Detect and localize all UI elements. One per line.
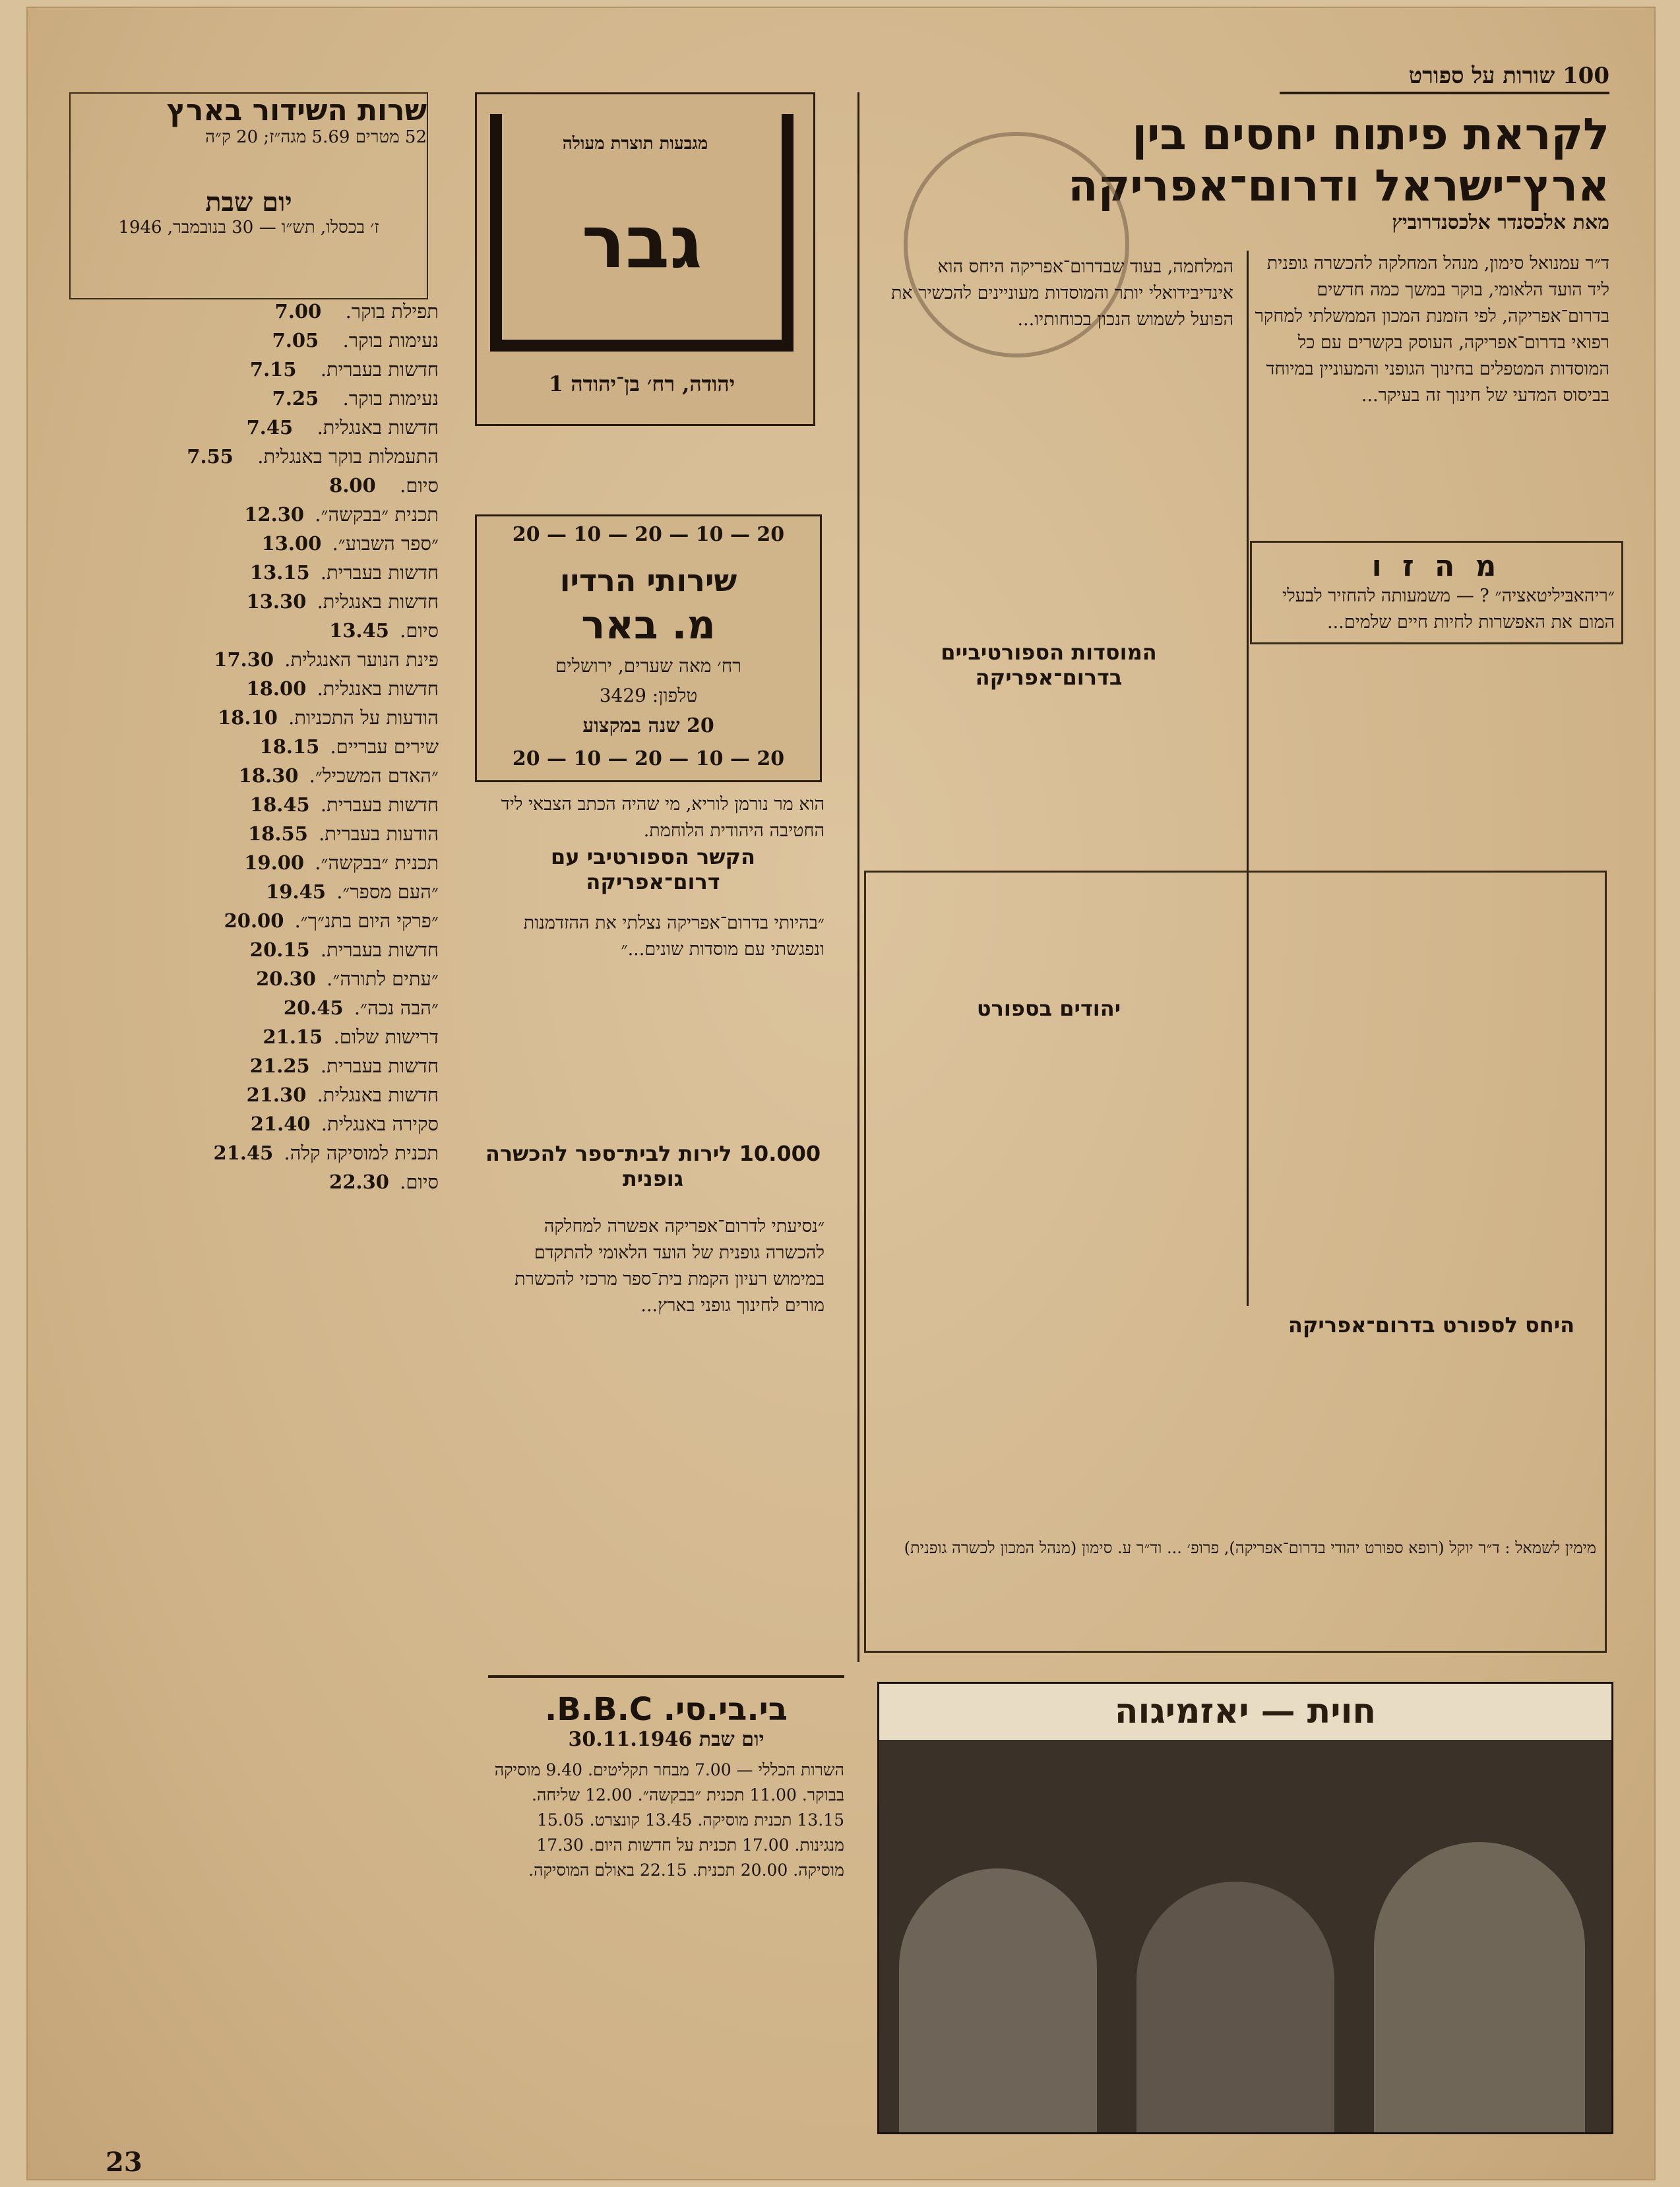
schedule-row — [69, 529, 439, 558]
schedule-row — [69, 819, 439, 848]
schedule-row — [69, 906, 439, 935]
schedule-row — [69, 1080, 439, 1109]
schedule-item: תכנית למוסיקה קלה. — [284, 1142, 439, 1164]
schedule-time: 22.30 — [329, 1171, 389, 1193]
schedule-item: סקירה באנגלית. — [321, 1113, 439, 1135]
schedule-time: 7.15 — [249, 358, 297, 381]
schedule-item: תפילת בוקר. — [345, 300, 439, 323]
schedule-time: 13.45 — [329, 619, 389, 642]
subhead-sport-institutions: המוסדות הספורטיביים בדרום־אפריקה — [941, 640, 1157, 690]
center-intro-text: הוא מר נורמן לוריא, מי שהיה הכתב הצבאי ליד החטיבה היהודית הלוחמת. — [501, 794, 824, 841]
bbc-title: בי.בי.סי. B.B.C. — [544, 1691, 788, 1728]
ad-radio-name: מ. באר — [581, 602, 716, 648]
schedule-row — [69, 1022, 439, 1051]
schedule-item: חדשות באנגלית. — [317, 590, 439, 613]
hat-advertisement — [475, 92, 815, 426]
person-figure — [1136, 1882, 1334, 2132]
schedule-time: 17.30 — [214, 648, 274, 671]
schedule-row — [69, 326, 439, 355]
schedule-row — [69, 935, 439, 964]
definition-box — [1250, 541, 1623, 644]
bbc-schedule-text: השרות הכללי — 7.00 מבחר תקליטים. 9.40 מוסיקה בבוקר. 11.00 תכנית ״בבקשה״. 12.00 שליחה. 13.15 תכנית מוסיקה. 13.45 קונצרט. 15.05 מנגינות. 17.00 תכנית על חדשות היום. 17.30 מוסיקה. 20.00 תכנית. 22.15 באולם המוסיקה. — [494, 1760, 844, 1880]
bbc-day: יום שבת 30.11.1946 — [568, 1728, 764, 1751]
ad-radio-title: שירותי הרדיו — [559, 563, 737, 598]
bbc-listing — [488, 1675, 844, 2153]
schedule-item: הודעות בעברית. — [319, 822, 439, 845]
schedule-item: תכנית ״בבקשה״. — [315, 503, 439, 526]
schedule-row — [69, 1167, 439, 1196]
schedule-item: חדשות בעברית. — [320, 1055, 439, 1077]
schedule-item: ״ספר השבוע״. — [332, 532, 439, 555]
ad-border-numbers: 20 — 10 — 20 — 10 — 20 — [512, 523, 785, 546]
schedule-row — [69, 355, 439, 384]
schedule-time: 13.15 — [249, 561, 310, 584]
ad-brand-name: גבר — [581, 200, 702, 284]
schedule-item: ״העם מספר״. — [336, 880, 439, 903]
ad-tagline: מגבעות תוצרת מעולה — [562, 134, 708, 154]
schedule-item: חדשות בעברית. — [320, 939, 439, 961]
group-photo — [877, 1682, 1613, 2134]
schedule-item: שירים עבריים. — [330, 735, 439, 758]
subhead-sport-attitude: היחס לספורט בדרום־אפריקה — [1288, 1312, 1575, 1338]
person-figure — [1374, 1842, 1585, 2132]
radio-date: ז׳ בכסלו, תש״ו — 30 בנובמבר, 1946 — [118, 218, 379, 237]
schedule-time: 8.00 — [329, 474, 376, 497]
schedule-time: 21.45 — [213, 1142, 274, 1164]
photo-caption: מימין לשמאל : ד״ר יוקל (רופא ספורט יהודי בדרום־אפריקה), פרופ׳ ... וד״ר ע. סימון (מנהל המכון לכשרה גופנית) — [904, 1539, 1596, 1557]
ad-radio-tag: 20 שנה במקצוע — [582, 714, 714, 737]
schedule-time: 20.00 — [224, 909, 284, 932]
schedule-time: 21.30 — [246, 1084, 307, 1106]
article-column-right: ד״ר עמנואל סימון, מנהל המחלקה להכשרה גופנית ליד הועד הלאומי, בוקר במשך כמה חדשים בדרום־אפריקה, לפי הזמנת המכון הממשלתי למחקר רפואי בדרום־אפריקה, העוסק בקשרים עם כל המוסדות המטפלים בחינוך הגופני והמעוניין במיוחד בביסוס המדעי של חינוך זה בעיקר... — [1255, 253, 1609, 406]
ad-border-numbers-bottom: 20 — 10 — 20 — 10 — 20 — [512, 747, 785, 770]
schedule-row — [69, 1138, 439, 1167]
schedule-time: 21.25 — [249, 1055, 310, 1077]
schedule-item: סיום. — [400, 619, 439, 642]
schedule-time: 21.15 — [263, 1026, 323, 1048]
schedule-time: 18.55 — [248, 822, 308, 845]
schedule-item: ״האדם המשכיל״. — [309, 764, 439, 787]
schedule-row — [69, 616, 439, 645]
schedule-row — [69, 877, 439, 906]
schedule-time: 12.30 — [244, 503, 305, 526]
schedule-row — [69, 587, 439, 616]
schedule-row — [69, 384, 439, 413]
ad-address: יהודה, רח׳ בן־יהודה 1 — [548, 371, 735, 396]
schedule-item: סיום. — [400, 1171, 439, 1193]
center-text-3: ״נסיעתי לדרום־אפריקה אפשרה למחלקה להכשרה גופנית של הועד הלאומי להתקדם במימוש רעיון הקמת בית־ספר מרכזי להכשרת מורים לחינוך גופני בארץ... — [514, 1216, 824, 1316]
column-header: 100 שורות על ספורט — [1280, 63, 1609, 94]
schedule-row — [69, 703, 439, 732]
schedule-item: נעימות בוקר. — [342, 387, 439, 410]
schedule-item: חדשות באנגלית. — [317, 416, 439, 439]
schedule-row — [69, 442, 439, 471]
schedule-item: חדשות בעברית. — [320, 793, 439, 816]
photo-banner — [879, 1684, 1611, 1740]
schedule-time: 21.40 — [250, 1113, 311, 1135]
schedule-row — [69, 674, 439, 703]
schedule-item: ״פרקי היום בתנ״ך״. — [294, 909, 439, 932]
schedule-time: 20.45 — [283, 997, 344, 1019]
column-rule — [857, 92, 859, 1662]
schedule-time: 13.30 — [246, 590, 307, 613]
schedule-row — [69, 471, 439, 500]
schedule-row — [69, 1109, 439, 1138]
schedule-item: דרישות שלום. — [333, 1026, 439, 1048]
schedule-time: 18.30 — [238, 764, 299, 787]
headline-line-2: ארץ־ישראל ודרום־אפריקה — [1068, 160, 1609, 211]
schedule-row — [69, 413, 439, 442]
schedule-item: תכנית ״בבקשה״. — [315, 851, 439, 874]
center-text-2: ״בהיותי בדרום־אפריקה נצלתי את ההזדמנות ונפגשתי עם מוסדות שונים...״ — [523, 913, 824, 960]
article-column-mid: המלחמה, בעוד שבדרום־אפריקה היחס הוא אינדיבידואלי יותר והמוסדות מעוניינים להכשיר את הפועל לשמוש הנכון בכוחותיו... — [890, 257, 1233, 330]
schedule-item: התעמלות בוקר באנגלית. — [257, 445, 439, 468]
headline-line-1: לקראת פיתוח יחסים בין — [1132, 109, 1609, 160]
schedule-row — [69, 964, 439, 993]
schedule-time: 20.15 — [249, 939, 310, 961]
radio-day: יום שבת — [205, 187, 292, 218]
article-frame — [864, 871, 1607, 1653]
schedule-row — [69, 645, 439, 674]
person-figure — [899, 1868, 1097, 2132]
definition-text: ״ריהאבּיליטאציה״ ? — משמעותה להחזיר לבעלי המום את האפשרות לחיות חיים שלמים... — [1282, 586, 1615, 632]
radio-listings-header — [69, 92, 428, 299]
subhead-sport-connection: הקשר הספורטיבי עם דרום־אפריקה — [550, 844, 756, 894]
schedule-row — [69, 993, 439, 1022]
schedule-time: 7.55 — [187, 445, 233, 468]
radio-shop-advertisement — [475, 514, 822, 782]
schedule-time: 20.30 — [256, 968, 316, 990]
schedule-row — [69, 297, 439, 326]
schedule-row — [69, 790, 439, 819]
schedule-time: 7.00 — [274, 300, 322, 323]
schedule-row — [69, 732, 439, 761]
schedule-time: 13.00 — [261, 532, 322, 555]
schedule-row — [69, 761, 439, 790]
schedule-time: 18.00 — [246, 677, 307, 700]
ad-radio-address: רח׳ מאה שערים, ירושלים — [555, 655, 742, 677]
schedule-time: 18.45 — [249, 793, 310, 816]
schedule-time: 19.45 — [266, 880, 327, 903]
schedule-item: הודעות על התכניות. — [288, 706, 439, 729]
page-number: 23 — [106, 2147, 142, 2178]
subhead-10000-pounds: 10.000 לירות לבית־ספר להכשרה גופנית — [485, 1141, 821, 1191]
schedule-item: חדשות באנגלית. — [317, 677, 439, 700]
schedule-time: 7.05 — [272, 329, 319, 352]
schedule-time: 19.00 — [244, 851, 305, 874]
radio-title: שרות השידור בארץ — [166, 94, 427, 127]
definition-title: מ ה ז ו — [1371, 549, 1502, 583]
schedule-time: 7.25 — [272, 387, 319, 410]
ad-radio-phone: טלפון: 3429 — [599, 685, 698, 706]
schedule-row — [69, 1051, 439, 1080]
schedule-item: ״הבה נכה״. — [354, 997, 439, 1019]
byline: מאת אלכסנדר אלכסנדרוביץ — [1392, 211, 1609, 234]
schedule-time: 18.15 — [259, 735, 320, 758]
schedule-time: 18.10 — [218, 706, 278, 729]
schedule-item: חדשות בעברית. — [320, 561, 439, 584]
schedule-row — [69, 848, 439, 877]
schedule-item: סיום. — [400, 474, 439, 497]
schedule-item: פינת הנוער האנגלית. — [284, 648, 439, 671]
subhead-jews-in-sport: יהודים בספורט — [976, 996, 1121, 1021]
schedule-item: ״עתים לתורה״. — [327, 968, 439, 990]
schedule-row — [69, 500, 439, 529]
schedule-row — [69, 558, 439, 587]
schedule-item: חדשות בעברית. — [320, 358, 439, 381]
photo-banner-text: חוית — יאזמיגוה — [1114, 1692, 1377, 1731]
schedule-item: נעימות בוקר. — [342, 329, 439, 352]
schedule-item: חדשות באנגלית. — [317, 1084, 439, 1106]
radio-frequency: 52 מטרים 5.69 מגה״ז; 20 ק״ה — [205, 127, 427, 147]
schedule-time: 7.45 — [246, 416, 294, 439]
radio-schedule — [69, 297, 439, 1196]
